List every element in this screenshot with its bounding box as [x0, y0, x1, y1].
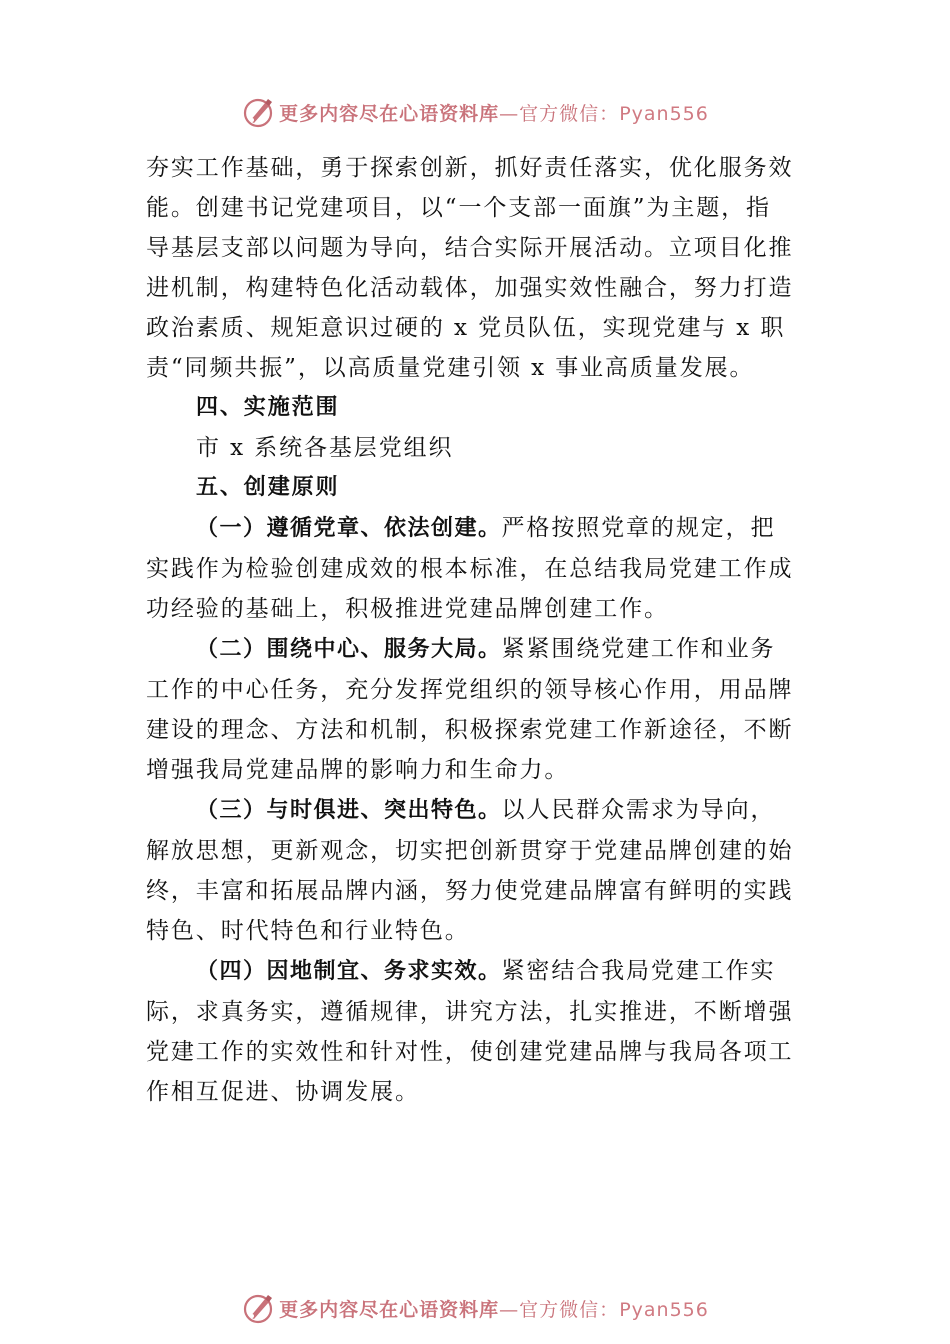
principle-line: 解放思想，更新观念，切实把创新贯穿于党建品牌创建的始 — [146, 838, 794, 864]
intro-line: 能。创建书记党建项目，以“一个支部一面旗”为主题，指 — [146, 195, 771, 221]
principle-line: 际，求真务实，遵循规律，讲究方法，扎实推进，不断增强 — [146, 999, 794, 1025]
footer-watermark — [0, 1288, 950, 1328]
principle-4-lead: （四）因地制宜、务求实效。 — [196, 959, 502, 984]
principle-2-first-line: （二）围绕中心、服务大局。紧紧围绕党建工作和业务 — [196, 636, 776, 662]
principle-1-lead: （一）遵循党章、依法创建。 — [196, 516, 502, 541]
principle-3-first-line: （三）与时俱进、突出特色。以人民群众需求为导向， — [196, 797, 776, 823]
intro-line: 政治素质、规矩意识过硬的 x 党员队伍，实现党建与 x 职 — [146, 315, 786, 341]
intro-line: 进机制，构建特色化活动载体，加强实效性融合，努力打造 — [146, 275, 794, 301]
principle-line: 实践作为检验创建成效的根本标准，在总结我局党建工作成 — [146, 556, 794, 582]
header-watermark — [0, 92, 950, 132]
intro-line: 责“同频共振”，以高质量党建引领 x 事业高质量发展。 — [146, 355, 755, 381]
document-body — [146, 148, 808, 1112]
principle-line: 作相互促进、协调发展。 — [146, 1079, 420, 1105]
watermark-text: 更多内容尽在心语资料库—官方微信：Pyan556 — [279, 102, 709, 125]
principle-3-lead: （三）与时俱进、突出特色。 — [196, 798, 502, 823]
principle-line: 特色、时代特色和行业特色。 — [146, 918, 470, 944]
principle-1-first-line: （一）遵循党章、依法创建。严格按照党章的规定，把 — [196, 515, 776, 541]
section4-body: 市 x 系统各基层党组织 — [196, 435, 454, 461]
principle-4-first-line: （四）因地制宜、务求实效。紧密结合我局党建工作实 — [196, 958, 776, 984]
principle-line: 功经验的基础上，积极推进党建品牌创建工作。 — [146, 596, 669, 622]
principle-line: 增强我局党建品牌的影响力和生命力。 — [146, 757, 570, 783]
principle-line: 党建工作的实效性和针对性，使创建党建品牌与我局各项工 — [146, 1039, 794, 1065]
intro-line: 导基层支部以问题为导向，结合实际开展活动。立项目化推 — [146, 235, 794, 261]
watermark-text: 更多内容尽在心语资料库—官方微信：Pyan556 — [279, 1298, 709, 1321]
principle-line: 工作的中心任务，充分发挥党组织的领导核心作用，用品牌 — [146, 677, 794, 703]
section5-heading: 五、创建原则 — [196, 475, 340, 500]
principle-line: 建设的理念、方法和机制，积极探索党建工作新途径，不断 — [146, 717, 794, 743]
intro-line: 夯实工作基础，勇于探索创新，抓好责任落实，优化服务效 — [146, 155, 794, 181]
principle-2-lead: （二）围绕中心、服务大局。 — [196, 637, 502, 662]
pen-logo-icon — [241, 1291, 275, 1325]
section4-heading: 四、实施范围 — [196, 395, 340, 420]
pen-logo-icon — [241, 95, 275, 129]
principle-line: 终，丰富和拓展品牌内涵，努力使党建品牌富有鲜明的实践 — [146, 878, 794, 904]
